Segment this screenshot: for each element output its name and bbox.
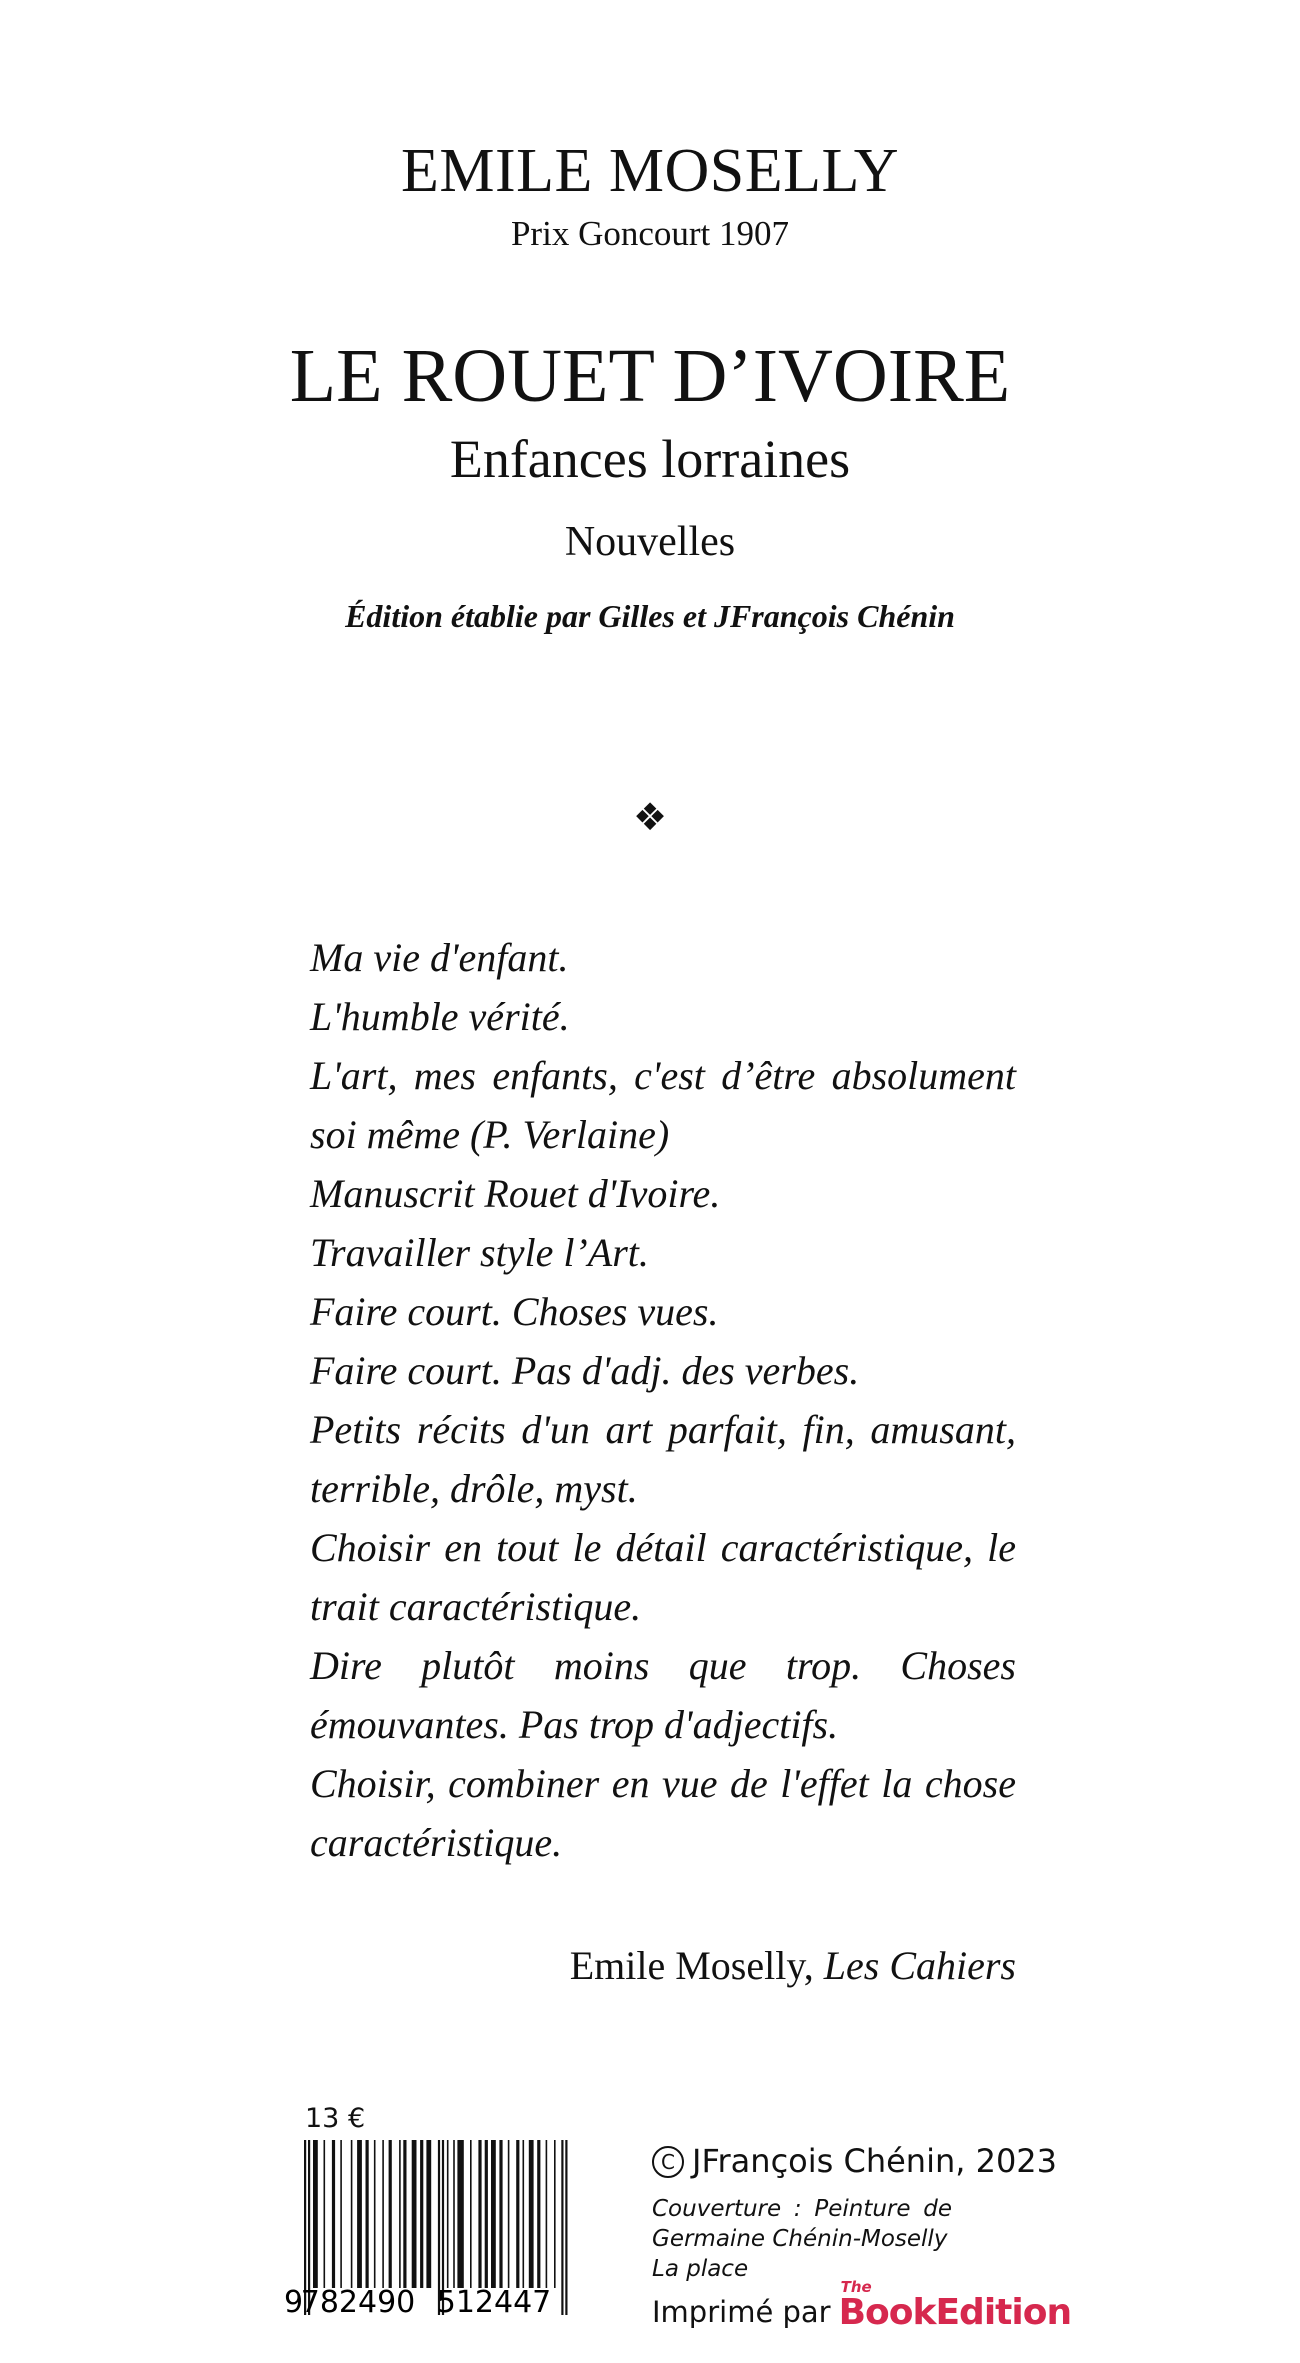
note-line: Travailler style l’Art.	[310, 1230, 649, 1275]
bookedition-logo: The BookEdition	[838, 2278, 1072, 2333]
attribution-author: Emile Moselly,	[569, 1943, 824, 1988]
note-line: Ma vie d'enfant.	[310, 935, 569, 980]
edition-editor: Édition établie par Gilles et JFrançois Chénin	[345, 598, 955, 634]
copyright-text: JFrançois Chénin, 2023	[692, 2142, 1058, 2180]
note-line: Choisir en tout le détail caractéristique, le trait caractéristique.	[310, 1525, 1016, 1629]
price-label: 13 €	[305, 2103, 366, 2134]
note-line: L'humble vérité.	[310, 994, 570, 1039]
book-title: LE ROUET D’IVOIRE	[289, 334, 1011, 418]
printer-line	[652, 2278, 1252, 2333]
attribution-work: Les Cahiers	[823, 1943, 1016, 1988]
cover-credit	[652, 2194, 952, 2284]
cover-credit-line: Germaine Chénin-Moselly	[652, 2226, 948, 2252]
fleuron-ornament-icon: ❖	[632, 795, 668, 839]
quote-attribution	[570, 1942, 1016, 1989]
book-genre: Nouvelles	[564, 519, 736, 565]
note-line: Dire plutôt moins que trop. Choses émouvantes. Pas trop d'adjectifs.	[310, 1643, 1016, 1747]
book-author: EMILE MOSELLY	[401, 137, 899, 205]
isbn-barcode	[276, 2140, 626, 2320]
barcode-right-digits: 512447	[436, 2285, 552, 2320]
note-line: Faire court. Choses vues.	[310, 1289, 719, 1334]
printed-by-label: Imprimé par	[652, 2295, 831, 2329]
copyright-icon: C	[652, 2146, 684, 2178]
note-line: Faire court. Pas d'adj. des verbes.	[310, 1348, 860, 1393]
note-line: L'art, mes enfants, c'est d’être absolument soi même (P. Verlaine)	[310, 1053, 1016, 1157]
note-line: Choisir, combiner en vue de l'effet la chose caractéristique.	[310, 1761, 1016, 1865]
barcode-first-digit: 9	[284, 2285, 304, 2320]
author-prize: Prix Goncourt 1907	[510, 214, 790, 253]
copyright-line	[652, 2142, 1252, 2180]
book-subtitle: Enfances lorraines	[449, 429, 851, 489]
author-notes-list	[310, 928, 1016, 1872]
note-line: Manuscrit Rouet d'Ivoire.	[310, 1171, 721, 1216]
cover-credit-line: Couverture : Peinture de	[652, 2196, 952, 2222]
barcode-left-digits: 782490	[300, 2285, 416, 2320]
colophon	[652, 2142, 1252, 2333]
cover-credit-line: La place	[652, 2256, 749, 2282]
note-line: Petits récits d'un art parfait, fin, amusant, terrible, drôle, myst.	[310, 1407, 1016, 1511]
